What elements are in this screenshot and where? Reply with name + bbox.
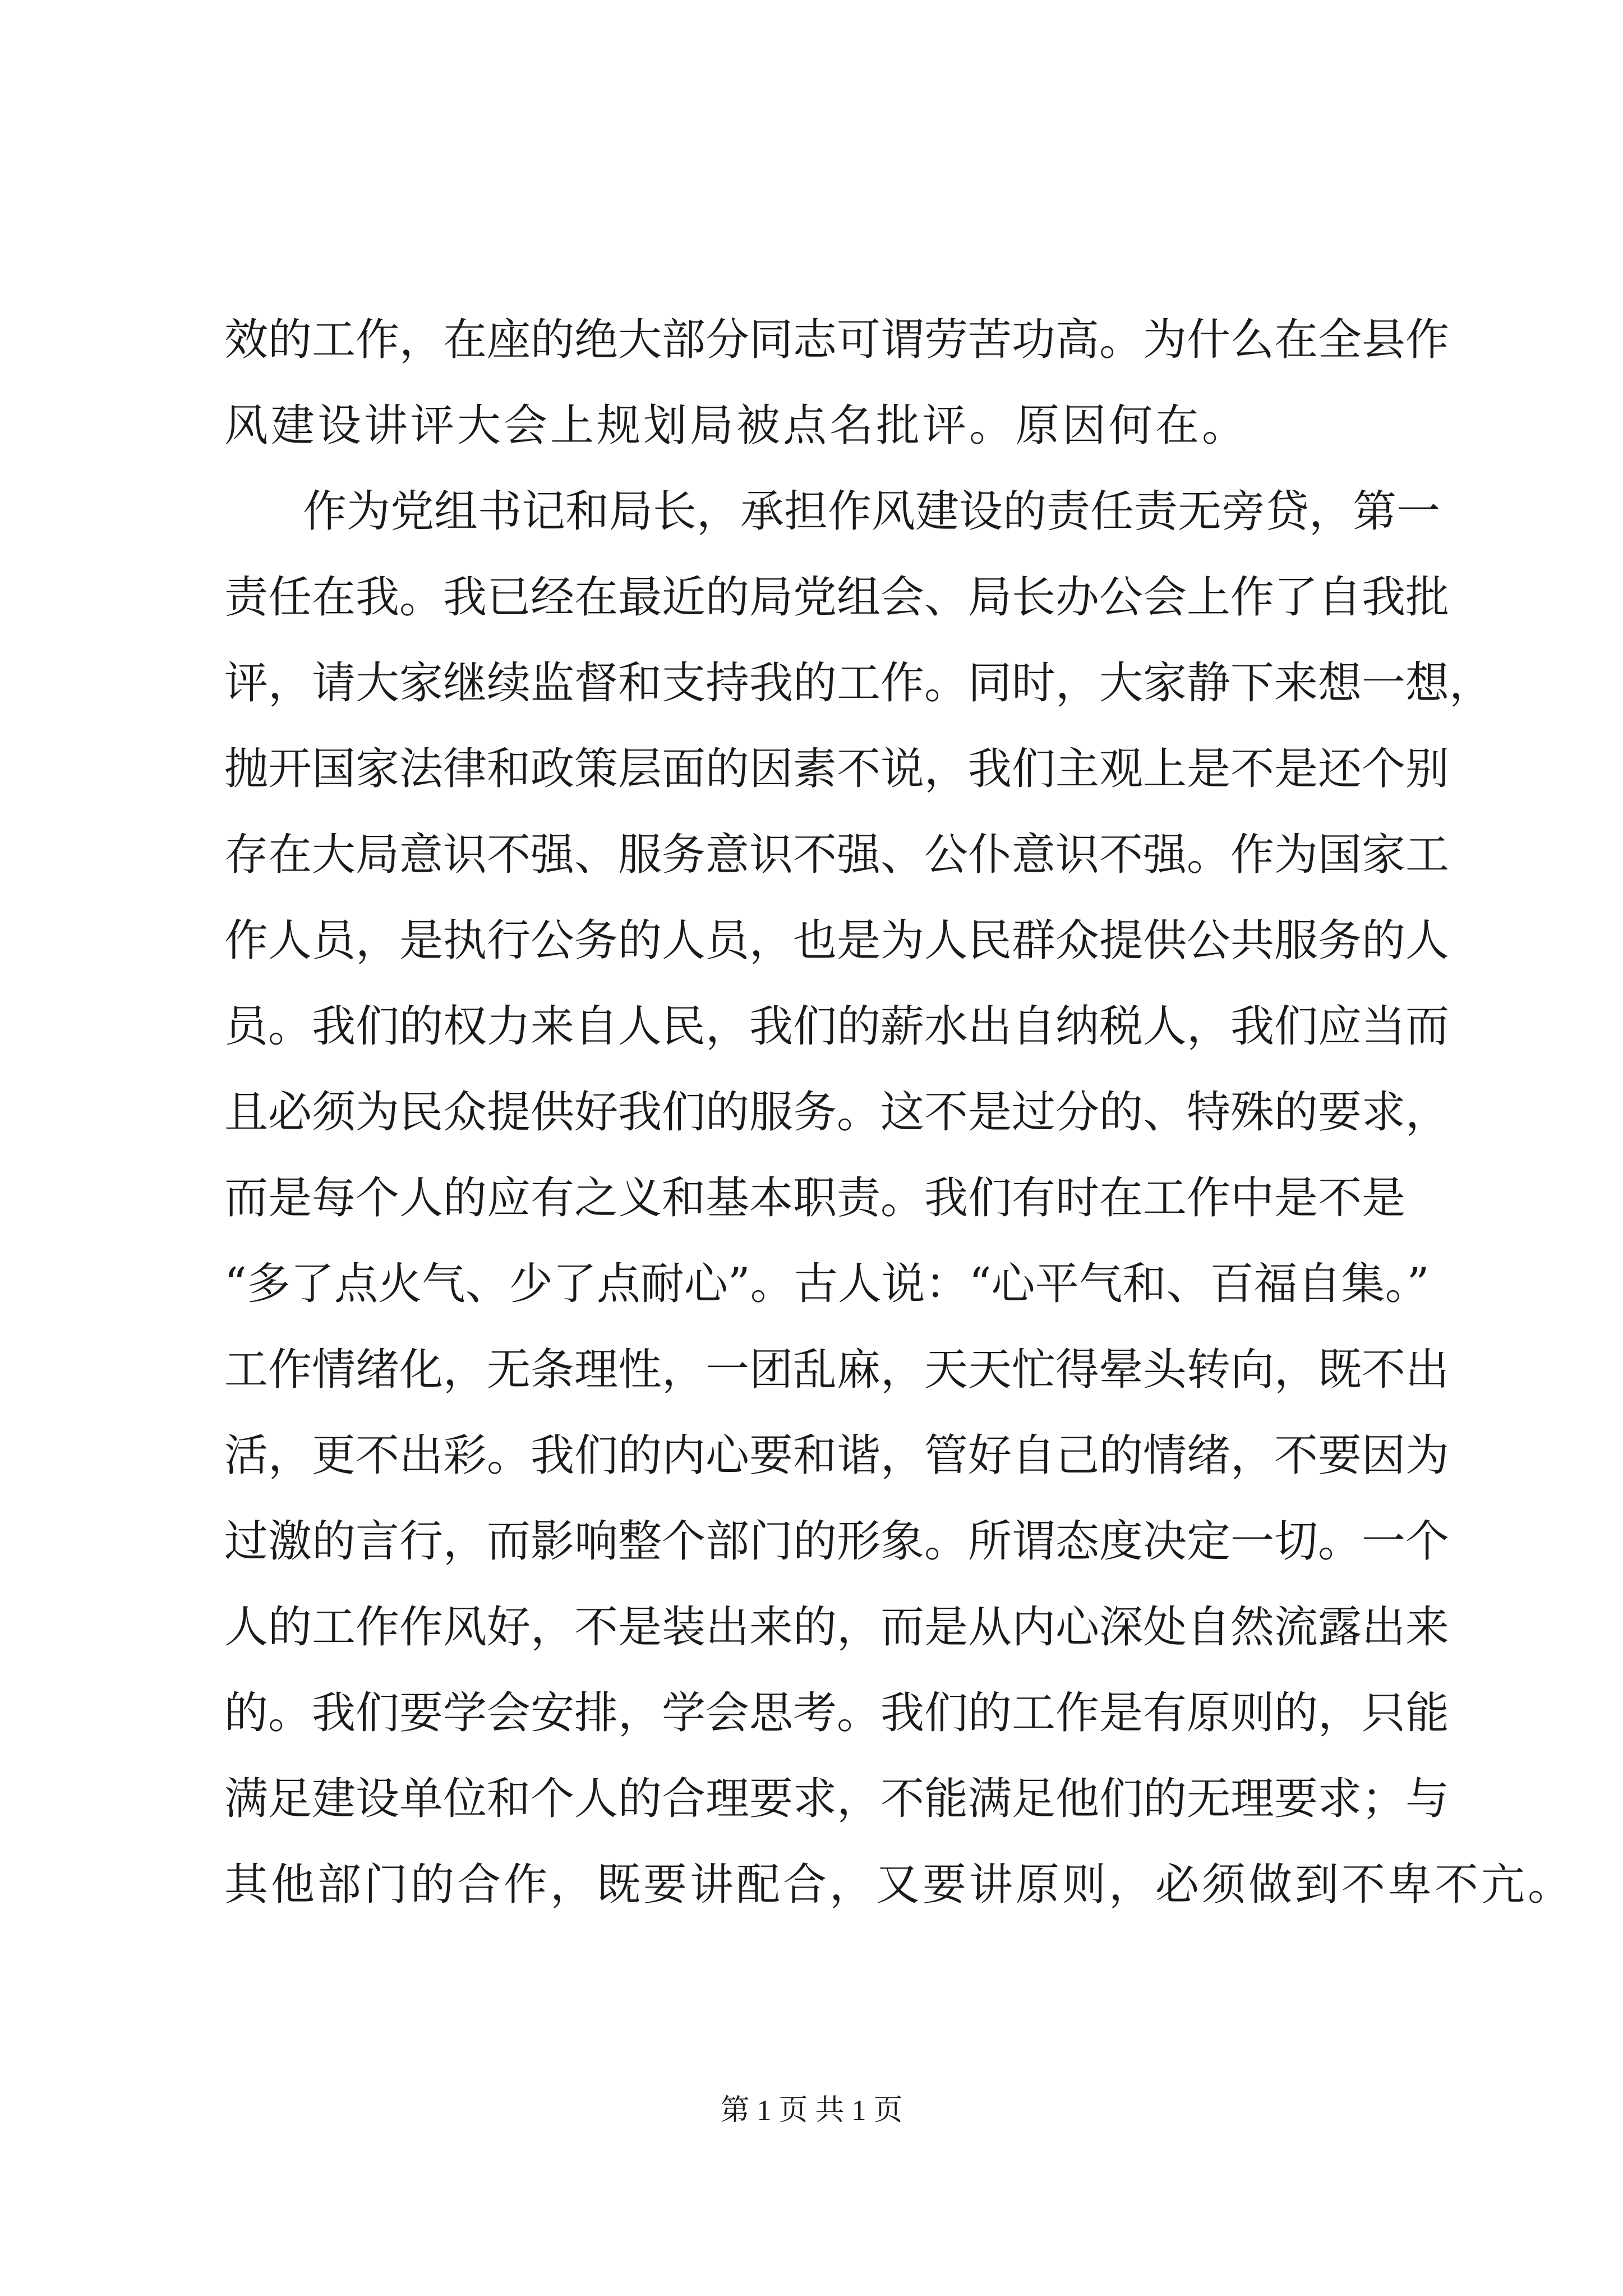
text-line-9: 员。我们的权力来自人民，我们的薪水出自纳税人，我们应当而	[224, 1001, 1450, 1052]
text-line-2: 风建设讲评大会上规划局被点名批评。原因何在。	[224, 401, 1249, 451]
text-line-19: 其他部门的合作，既要讲配合，又要讲原则，必须做到不卑不亢。	[224, 1860, 1575, 1910]
text-line-3: 作为党组书记和局长，承担作风建设的责任责无旁贷，第一	[303, 486, 1441, 537]
text-line-13: 工作情绪化，无条理性，一团乱麻，天天忙得晕头转向，既不出	[224, 1345, 1450, 1395]
text-line-1: 效的工作，在座的绝大部分同志可谓劳苦功高。为什么在全县作	[224, 315, 1450, 365]
text-line-6: 抛开国家法律和政策层面的因素不说，我们主观上是不是还个别	[224, 744, 1450, 794]
text-line-15: 过激的言行，而影响整个部门的形象。所谓态度决定一切。一个	[224, 1516, 1450, 1567]
text-line-10: 且必须为民众提供好我们的服务。这不是过分的、特殊的要求，	[224, 1087, 1450, 1138]
page-number-indicator: 第 1 页 共 1 页	[720, 2095, 903, 2127]
text-line-8: 作人员，是执行公务的人员，也是为人民群众提供公共服务的人	[224, 915, 1450, 966]
text-line-17: 的。我们要学会安排，学会思考。我们的工作是有原则的，只能	[224, 1688, 1450, 1738]
page-footer	[0, 2091, 1623, 2131]
text-line-5: 评，请大家继续监督和支持我的工作。同时，大家静下来想一想，	[224, 658, 1493, 708]
text-line-16: 人的工作作风好，不是装出来的，而是从内心深处自然流露出来	[224, 1602, 1450, 1653]
text-line-18: 满足建设单位和个人的合理要求，不能满足他们的无理要求；与	[224, 1774, 1450, 1824]
text-line-12: “多了点火气、少了点耐心”。古人说：“心平气和、百福自集。”	[224, 1259, 1430, 1309]
text-line-7: 存在大局意识不强、服务意识不强、公仆意识不强。作为国家工	[224, 830, 1450, 880]
text-line-14: 活，更不出彩。我们的内心要和谐，管好自己的情绪，不要因为	[224, 1430, 1450, 1481]
text-line-4: 责任在我。我已经在最近的局党组会、局长办公会上作了自我批	[224, 572, 1450, 623]
text-line-11: 而是每个人的应有之义和基本职责。我们有时在工作中是不是	[224, 1173, 1406, 1223]
document-body	[224, 297, 1575, 1928]
